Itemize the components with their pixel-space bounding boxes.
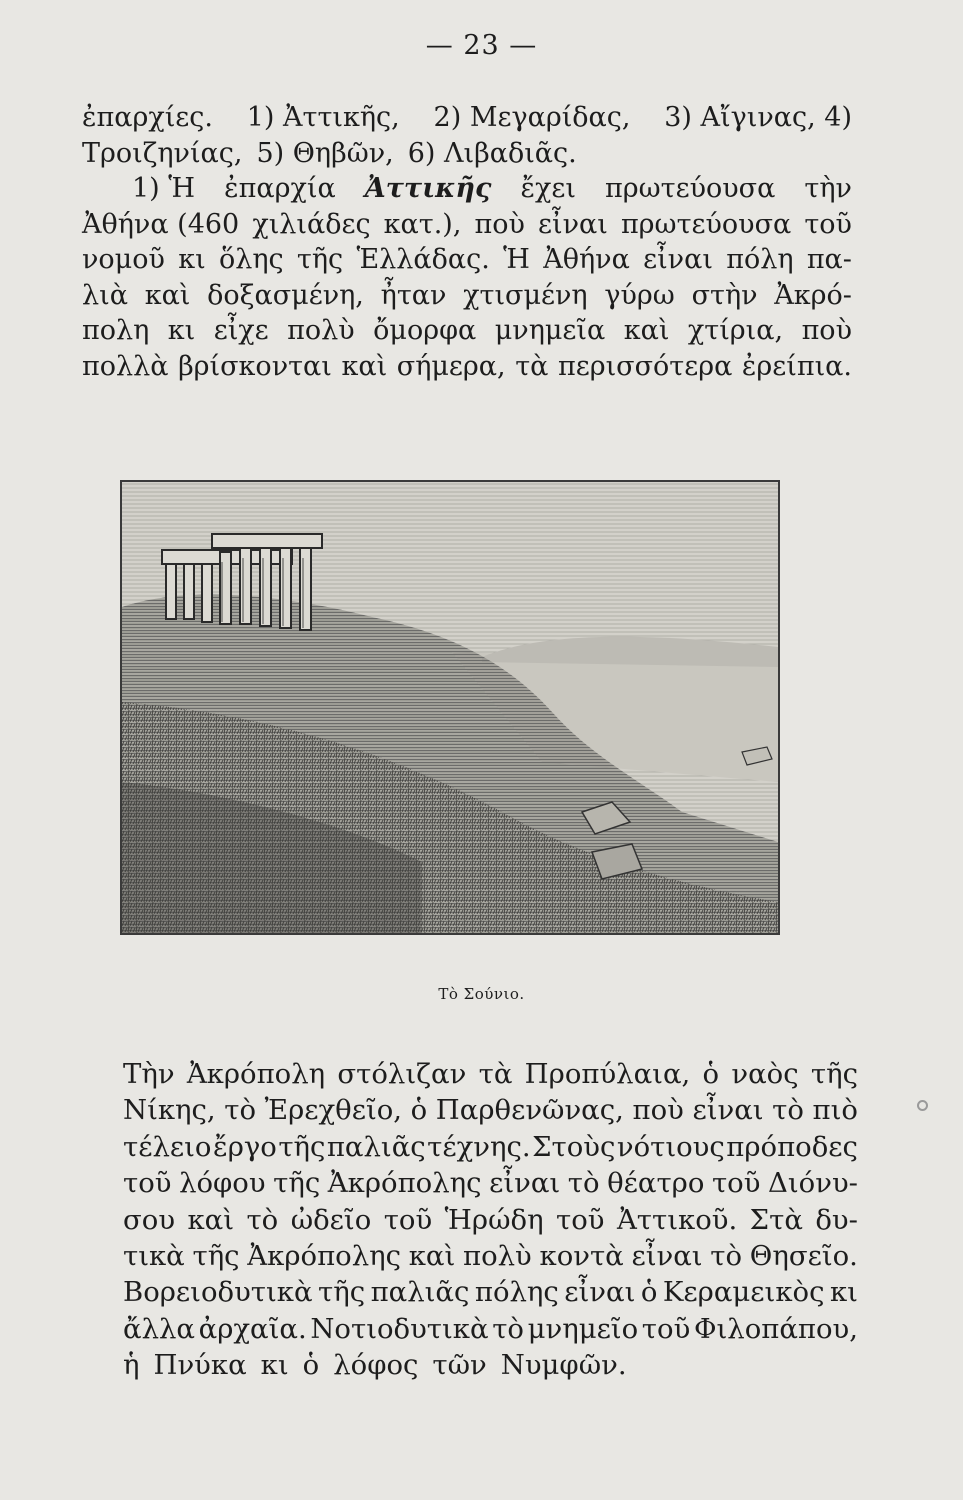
word: Θησεῖο. [749,1240,858,1273]
word: Φιλοπάπου, [693,1312,858,1345]
word: καὶ [408,1240,456,1273]
word: πόλης [474,1276,559,1309]
word: στόλιζαν [337,1058,467,1090]
word: ὄμορφα [373,315,477,346]
text-line [123,1129,858,1165]
word: σήμερα, [396,350,506,382]
word: τοῦ [556,1203,605,1236]
word: ποὺ [801,315,852,346]
word: ὁ [302,1349,320,1382]
word: ὁ [640,1276,658,1309]
word: τὴν [804,173,852,204]
word: ἀρχαῖα. [198,1312,307,1345]
word: Ἀθήνα [543,244,630,275]
word: εἶναι [692,1094,764,1127]
text-line [82,100,852,136]
word: τοῦ [711,1167,761,1200]
word: παλιᾶς [370,1276,470,1309]
word: ὠδεῖο [290,1203,372,1236]
word: ἦταν [380,279,447,311]
text-line [123,1347,858,1383]
word: 1) Ἀττικῆς, [246,102,400,133]
word: εἶχε [213,315,269,346]
word: βρίσκονται [178,350,332,382]
word: ποὺ [632,1094,684,1127]
word: Ἡ [503,244,530,275]
word: ποὺ [474,208,525,240]
word: 2) Μεγαρίδας, [433,102,631,133]
word: χτίρια, [687,315,784,346]
word: τῆς [810,1058,858,1090]
word: Προπύλαια, [524,1058,691,1090]
text-line [82,207,852,243]
word: Ἡρώδη [444,1203,544,1236]
word: μνημεῖα [494,315,606,346]
word: δοξασμένη, [207,279,364,311]
word: τέλειο [123,1130,212,1163]
word: κοντὰ [539,1240,624,1273]
word: τοῦ [123,1167,172,1200]
word: πρόποδες [726,1130,858,1163]
word: τῶν [432,1349,487,1382]
word: πολὺ [287,315,355,346]
word: Ἀττικῆς [364,173,492,204]
word: τὸ [567,1167,600,1200]
word: πόλη [726,244,794,275]
page-hole-mark [917,1100,928,1111]
word: Διόνυ- [768,1167,858,1200]
page-number: — 23 — [425,30,538,61]
word: Ἀττικοῦ. [616,1203,738,1236]
word: κι [829,1276,858,1309]
word: καὶ [187,1203,235,1236]
text-line [82,278,852,314]
word: λόφου [179,1167,266,1200]
word: παλιᾶς [326,1130,426,1163]
word: χτισμένη [463,279,588,311]
word: ὁ [410,1094,428,1127]
word: Ἀθήνα (460 [82,208,240,240]
text-line [123,1092,858,1128]
word: εἶναι [538,208,608,240]
word: Νυμφῶν. [500,1349,627,1382]
word: τοῦ [383,1203,433,1236]
word: 5) Θηβῶν, [256,137,394,169]
text-line [82,349,852,385]
word: πολλὰ [82,350,169,382]
text-line [82,171,852,207]
word: Στὰ [749,1203,803,1236]
word: Ἀκρό- [774,279,852,311]
word: τικὰ [123,1240,185,1273]
word: ὁ [702,1058,720,1090]
word: εἶναι [643,244,713,275]
word: 1) Ἡ [132,173,196,204]
word: κατ.), [383,208,462,240]
word: ἔργο [212,1130,277,1163]
word: Παρθενῶνας, [435,1094,624,1127]
word: μνημεῖο [527,1312,639,1345]
word: Στοὺς [532,1130,616,1163]
text-line [123,1165,858,1201]
text-line [123,1056,858,1092]
word: τῆς [273,1167,321,1200]
word: ἐπαρχία [224,173,336,204]
word: 3) Αἴγινας, 4) [664,102,852,133]
text-line [82,242,852,278]
intro-paragraph [82,100,852,384]
text-line [123,1202,858,1238]
word: περισσότερα [557,350,733,382]
word: νότιους [616,1130,725,1163]
body-paragraph [123,1056,858,1384]
word: Νίκης, [123,1094,216,1127]
word: καὶ [341,350,388,382]
word: 6) Λιβαδιᾶς. [407,137,577,169]
word: εἶναι [631,1240,703,1273]
text-line [82,313,852,349]
word: λιὰ [82,279,128,311]
text-line [123,1274,858,1310]
sounion-engraving [120,480,780,935]
word: ἐπαρχίες. [82,102,213,133]
text-line [123,1311,858,1347]
word: Τὴν [123,1058,175,1090]
word: Κεραμεικὸς [662,1276,825,1309]
word: πολη [82,315,150,346]
word: Πνύκα [153,1349,247,1382]
word: κι [260,1349,289,1382]
word: τὰ [515,350,549,382]
word: λόφος [333,1349,419,1382]
word: πολὺ [463,1240,532,1273]
word: τῆς [296,244,344,275]
word: τέχνης. [427,1130,531,1163]
word: ὅλης [218,244,284,275]
word: πα- [806,244,852,275]
word: τῆς [318,1276,366,1309]
word: εἶναι [489,1167,561,1200]
word: τὸ [710,1240,743,1273]
word: Βορειοδυτικὰ [123,1276,313,1309]
word: στὴν [691,279,758,311]
word: Ἀκρόπολης [327,1167,482,1200]
word: ἔχει [520,173,576,204]
word: Ἀκρόπολη [186,1058,326,1090]
word: Νοτιοδυτικὰ [310,1312,489,1345]
word: Ἐρεχθεῖο, [264,1094,403,1127]
figure-caption: Τὸ Σούνιο. [438,985,525,1003]
word: πρωτεύουσα [620,208,792,240]
word: κι [178,244,206,275]
word: ἄλλα [123,1312,195,1345]
word: γύρω [604,279,675,311]
word: δυ- [815,1203,858,1236]
text-line [123,1238,858,1274]
word: τῆς [192,1240,240,1273]
word: χιλιάδες [252,208,371,240]
word: ἡ [123,1349,140,1382]
word: εἶναι [564,1276,636,1309]
word: τὸ [492,1312,524,1345]
word: τὸ [246,1203,279,1236]
word: καὶ [144,279,191,311]
word: σου [123,1203,176,1236]
word: Τροιζηνίας, [82,137,243,169]
word: τὰ [478,1058,513,1090]
word: ἐρείπια. [741,350,852,382]
word: τὸ [224,1094,257,1127]
word: θέατρο [607,1167,705,1200]
word: νομοῦ [82,244,165,275]
word: τῆς [278,1130,326,1163]
word: ναὸς [731,1058,799,1090]
text-line [82,136,852,172]
word: τοῦ [804,208,852,240]
word: κι [167,315,196,346]
word: τὸ [772,1094,804,1127]
temple-illustration [122,482,778,933]
word: Ἀκρόπολης [247,1240,402,1273]
word: πιὸ [812,1094,858,1127]
word: πρωτεύουσα [605,173,776,204]
word: τοῦ [641,1312,691,1345]
word: Ἑλλάδας. [356,244,490,275]
word: καὶ [623,315,670,346]
